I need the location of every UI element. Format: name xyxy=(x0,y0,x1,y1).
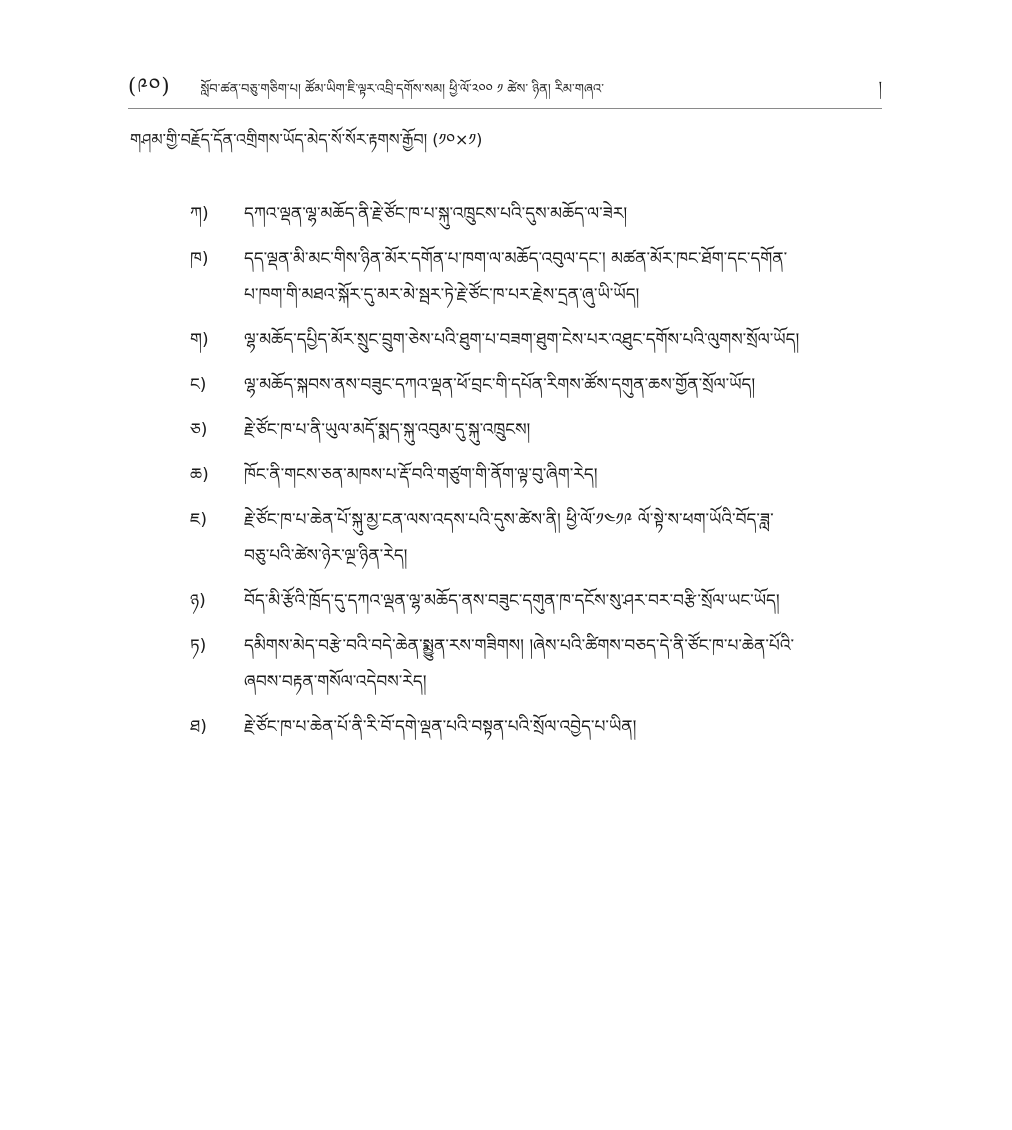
item-label: ཇ) xyxy=(190,510,208,530)
item-line: དམིགས་མེད་བརྩེ་བའི་བདེ་ཆེན་སྨྱུན་རས་གཟིགས། །ཞེས་པའི་ཚིགས་བཅད་དེ་ནི་ཙོང་ཁ་པ་ཆེན་པོའི་ xyxy=(244,636,795,656)
list-item xyxy=(190,628,890,700)
item-text xyxy=(244,241,890,313)
item-label: ཅ) xyxy=(190,420,208,440)
list-item xyxy=(190,502,890,574)
item-line: རྗེ་ཙོང་ཁ་པ་ཆེན་པོ་སྐུ་མྱ་ངན་ལས་འདས་པའི་དུས་ཚེས་ནི། ཕྱི་ལོ་༡༤༡༩ ལོ་སྟེ་ས་ཕག་ཡོའི་བོད་ཟླ་ xyxy=(244,510,774,530)
item-line: དཀའ་ལྡན་ལྷ་མཆོད་ནི་རྗེ་ཙོང་ཁ་པ་སྐུ་འཁྲུངས་པའི་དུས་མཆོད་ལ་ཟེར། xyxy=(244,204,628,224)
question-title: གཤམ་གྱི་བརྗོད་དོན་འགྲིགས་ཡོད་མེད་སོ་སོར་རྟགས་རྒྱོབ། (༡༠×༡) xyxy=(130,130,483,149)
item-text xyxy=(244,457,890,493)
item-text xyxy=(244,628,890,700)
list-item xyxy=(190,322,890,358)
list-item xyxy=(190,412,890,448)
item-text xyxy=(244,709,890,745)
item-text xyxy=(244,412,890,448)
header-end-mark: ། xyxy=(878,78,882,96)
item-label: ག) xyxy=(190,330,209,350)
item-text xyxy=(244,502,890,574)
statement-list xyxy=(190,196,890,754)
list-item xyxy=(190,709,890,745)
item-label: ཉ) xyxy=(190,591,206,611)
list-item xyxy=(190,241,890,313)
item-label: ཐ) xyxy=(190,717,207,737)
item-label: ཀ) xyxy=(190,204,209,224)
item-line: ལྷ་མཆོད་དཔྱིད་མོར་སྲུང་བྲུག་ཅེས་པའི་ཐུག་པ་བཟག་ཐུག་ངེས་པར་འཐུང་དགོས་པའི་ལུགས་སྲོལ་ཡོད། xyxy=(244,330,800,350)
item-line: པ་ཁག་གི་མཐའ་སྐོར་དུ་མར་མེ་སྦར་ཏེ་རྗེ་ཙོང་ཁ་པར་རྗེས་དྲན་ཞུ་ཡི་ཡོད། xyxy=(244,285,640,305)
item-line: བོད་མི་རྩོའི་ཁྲོད་དུ་དཀའ་ལྡན་ལྷ་མཆོད་ནས་བཟུང་དགུན་ཁ་དངོས་སུ་ཤར་བར་བརྩི་སྲོལ་ཡང་ཡོད། xyxy=(244,591,780,611)
list-item xyxy=(190,196,890,232)
page-number: (༩༠) xyxy=(128,73,171,98)
item-label: ཁ) xyxy=(190,249,209,269)
item-text xyxy=(244,367,890,403)
list-item xyxy=(190,457,890,493)
item-label: ང) xyxy=(190,375,207,395)
item-line: རྗེ་ཙོང་ཁ་པ་ཆེན་པོ་ནི་རི་བོ་དགེ་ལྡན་པའི་བསྟན་པའི་སྲོལ་འབྱེད་པ་ཡིན། xyxy=(244,717,637,737)
header-rule xyxy=(128,108,882,109)
item-line: ལྷ་མཆོད་སྐབས་ནས་བཟུང་དཀའ་ལྡན་ཕོ་བྲང་གི་དཔོན་རིགས་ཚོས་དགུན་ཆས་གྱོན་སྲོལ་ཡོད། xyxy=(244,375,756,395)
running-head: སློབ་ཚན་བཅུ་གཅིག་པ། ཚོམ་ཡིག་ཇི་ལྟར་འབྲི་དགོས་སམ། ཕྱི་ལོ་༢༠༠ ༡ ཚེས་ ཉིན། རིམ་གཞའ་ xyxy=(200,81,604,97)
list-item xyxy=(190,583,890,619)
item-text xyxy=(244,196,890,232)
item-text xyxy=(244,322,890,358)
list-item xyxy=(190,367,890,403)
item-line: ཁོང་ནི་གངས་ཅན་མཁས་པ་རྡོ་བའི་གཙུག་གི་ནོག་ལྟ་བུ་ཞིག་རེད། xyxy=(244,465,598,485)
item-label: ཆ) xyxy=(190,465,209,485)
item-line: དད་ལྡན་མི་མང་གིས་ཉིན་མོར་དགོན་པ་ཁག་ལ་མཆོད་འབུལ་དང་། མཚན་མོར་ཁང་ཐོག་དང་དགོན་ xyxy=(244,249,788,269)
item-label: ཏ) xyxy=(190,636,207,656)
item-line: བཅུ་པའི་ཚེས་ཉེར་ལྔ་ཉིན་རེད། xyxy=(244,546,408,566)
page-header xyxy=(128,73,882,106)
item-line: ཞབས་བརྟན་གསོལ་འདེབས་རེད། xyxy=(244,672,427,692)
item-text xyxy=(244,583,890,619)
item-line: རྗེ་ཙོང་ཁ་པ་ནི་ཡུལ་མདོ་སྨད་སྐུ་འབུམ་དུ་སྐུ་འཁྲུངས། xyxy=(244,420,531,440)
